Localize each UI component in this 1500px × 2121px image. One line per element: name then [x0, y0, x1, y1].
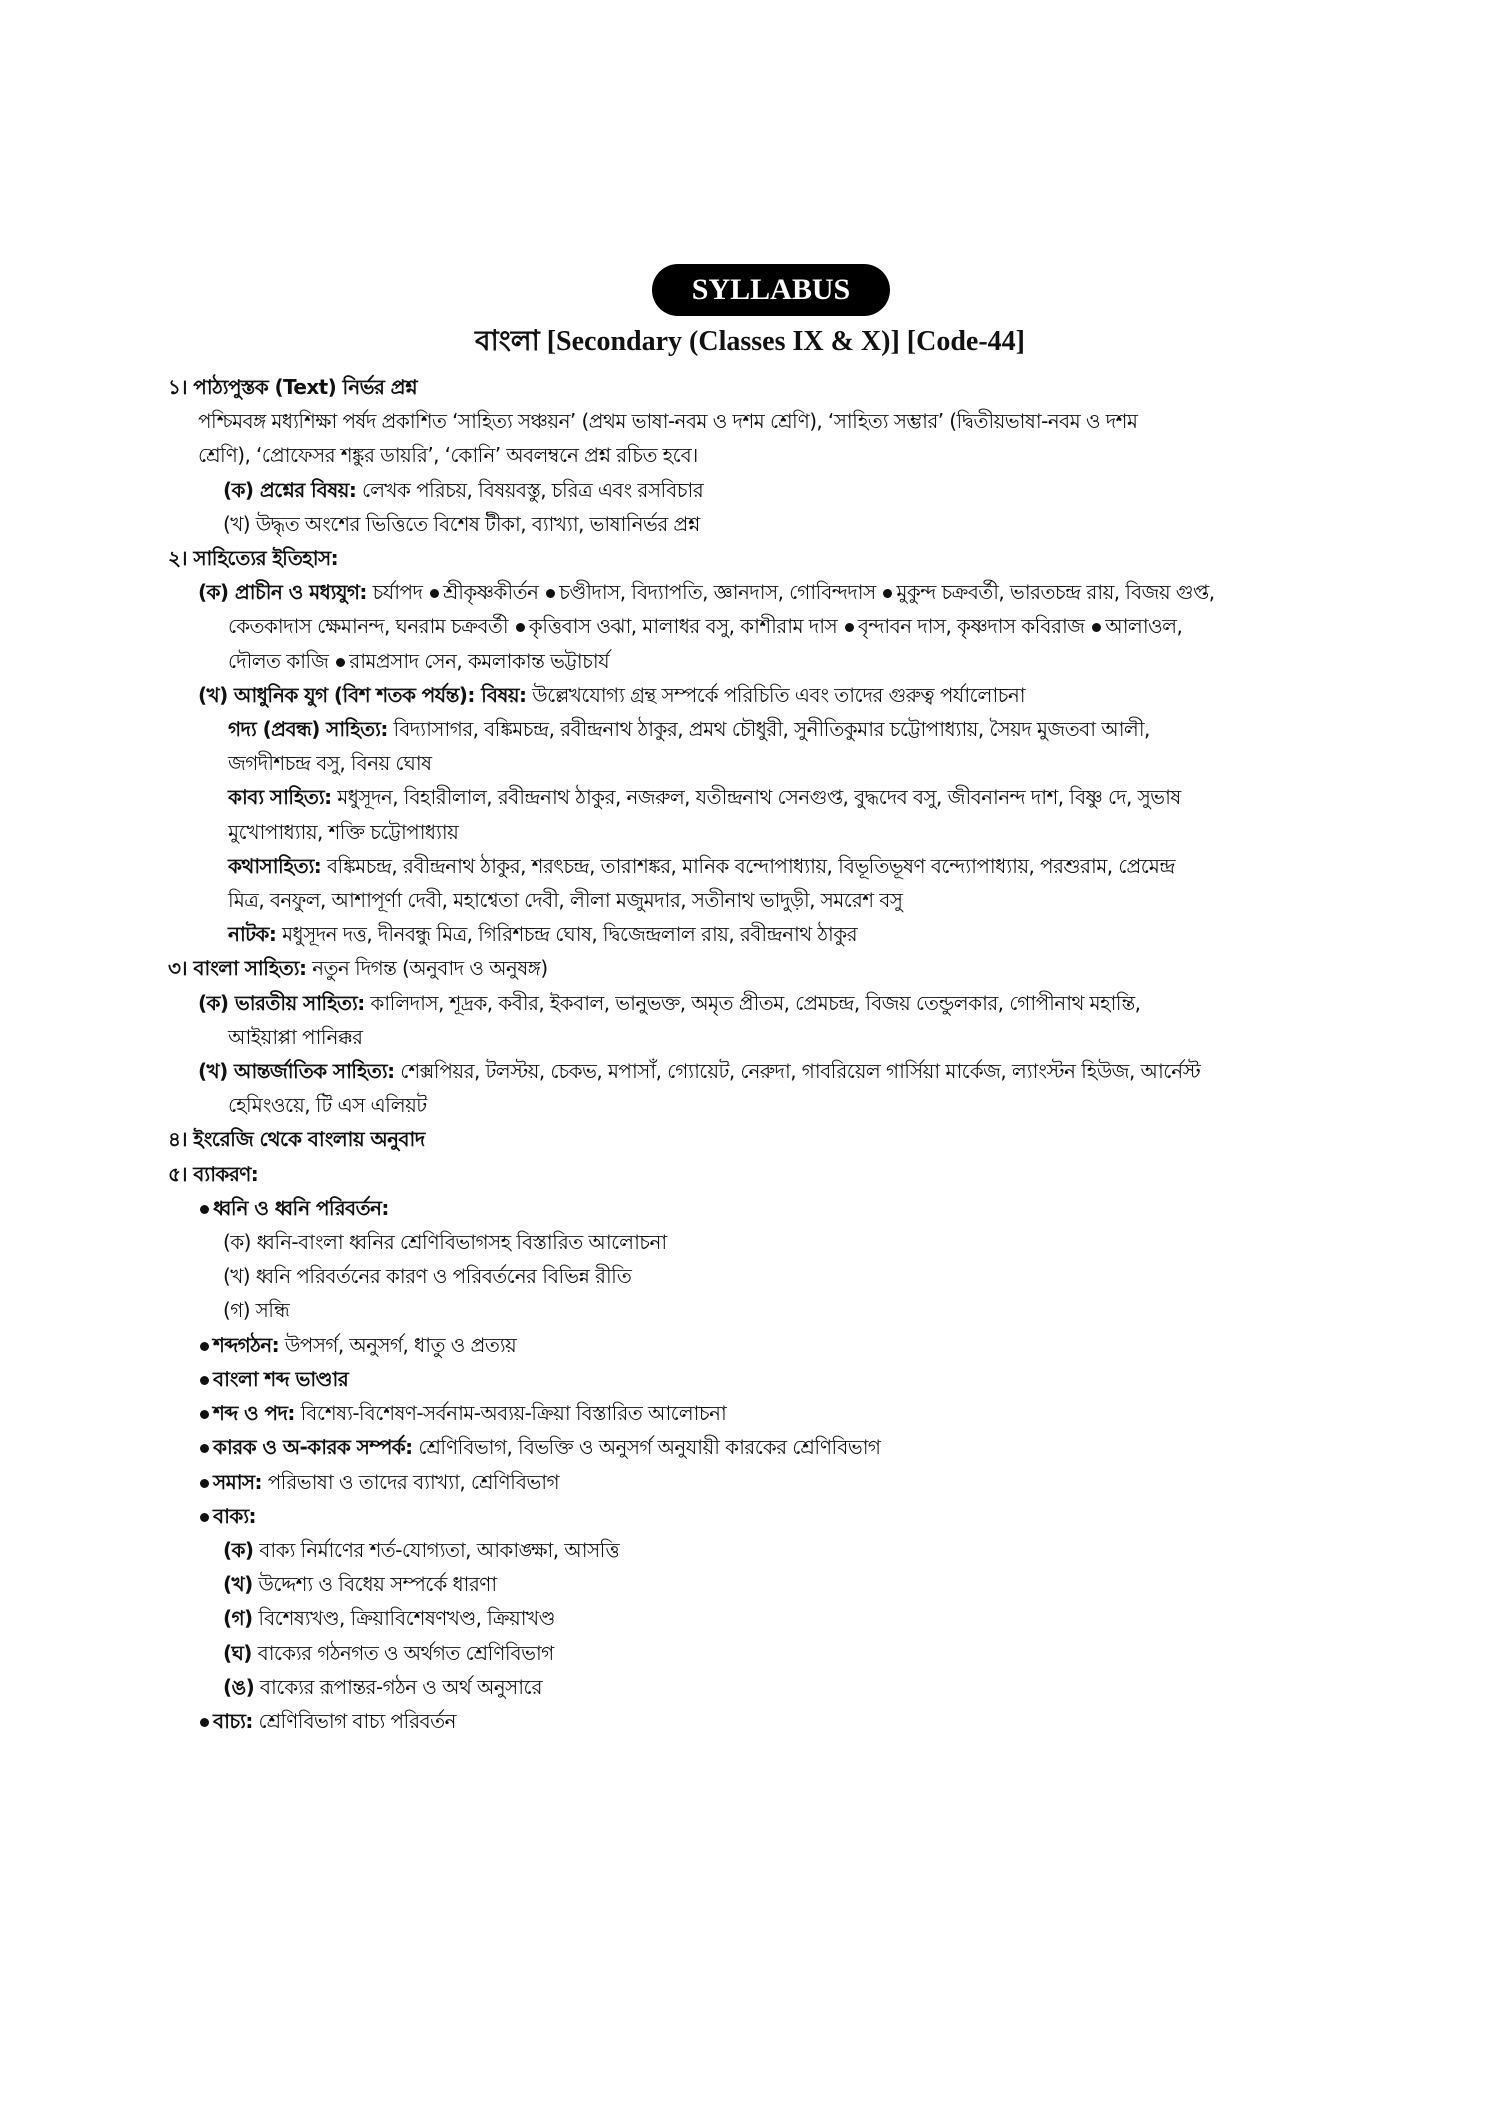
item-text: বৃন্দাবন দাস, কৃষ্ণদাস কবিরাজ [857, 614, 1091, 639]
section-1-para-line2: শ্রেণি), ‘প্রোফেসর শঙ্কুর ডায়রি’, ‘কোনি’ অবলম্বনে প্রশ্ন রচিত হবে। [198, 443, 698, 468]
section-1-item-kha: (খ) উদ্ধৃত অংশের ভিত্তিতে বিশেষ টীকা, ব্যাখ্যা, ভাষানির্ভর প্রশ্ন [223, 511, 700, 536]
item-text: মধুসূদন, বিহারীলাল, রবীন্দ্রনাথ ঠাকুর, নজরুল, যতীন্দ্রনাথ সেনগুপ্ত, বুদ্ধদেব বসু, জীবনানন্দ দাশ, বিষ্ণু দে, সুভাষ [331, 785, 1181, 810]
item-text: উপসর্গ, অনুসর্গ, ধাতু ও প্রত্যয় [279, 1332, 517, 1357]
item-text: শেক্সপিয়র, টলস্টয়, চেকভ, মপাসাঁ, গ্যোয়েট, নেরুদা, গাবরিয়েল গার্সিয়া মার্কেজ, ল্যাংস্টন হিউজ, আর্নেস্ট [394, 1059, 1201, 1084]
sentence-item [168, 1670, 1358, 1704]
bullet-icon [200, 1205, 209, 1214]
page-subtitle: বাংলা [Secondary (Classes IX & X)] [Code-44] [474, 326, 1025, 357]
item-text: শ্রেণিবিভাগ, বিভক্তি ও অনুসর্গ অনুযায়ী কারকের শ্রেণিবিভাগ [412, 1435, 881, 1460]
item-label: (ঙ) [223, 1674, 255, 1699]
item-text: রামপ্রসাদ সেন, কমলাকান্ত ভট্টাচার্য [349, 648, 610, 673]
phonetics-item: (গ) সন্ধি [223, 1298, 290, 1323]
item-text: বিদ্যাসাগর, বঙ্কিমচন্দ্র, রবীন্দ্রনাথ ঠাকুর, প্রমথ চৌধুরী, সুনীতিকুমার চট্টোপাধ্যায়, সৈয়দ মুজতবা আলী, [387, 717, 1150, 742]
vocabulary [168, 1362, 1358, 1396]
bullet-icon [200, 1513, 209, 1522]
sentence-heading [168, 1499, 1358, 1533]
section-2-item-ka-line1 [168, 575, 1358, 609]
voice [168, 1704, 1358, 1738]
fiction-line1 [168, 849, 1358, 883]
fiction-line2: মিত্র, বনফুল, আশাপূর্ণা দেবী, মহাশ্বেতা দেবী, লীলা মজুমদার, সতীনাথ ভাদুড়ী, সমরেশ বসু [228, 888, 903, 913]
item-text: বাক্য নির্মাণের শর্ত-যোগ্যতা, আকাঙ্ক্ষা, আসত্তি [253, 1537, 620, 1562]
bullet-icon [336, 658, 345, 667]
item-text: দৌলত কাজি [228, 648, 335, 673]
item-label: (ক) প্রাচীন ও মধ্যযুগ: [198, 580, 367, 605]
section-2-item-ka-line2 [168, 609, 1358, 643]
item-label: শব্দ ও পদ: [213, 1401, 295, 1426]
item-text: পরিভাষা ও তাদের ব্যাখ্যা, শ্রেণিবিভাগ [261, 1469, 559, 1494]
item-text: বাক্যের রূপান্তর-গঠন ও অর্থ অনুসারে [254, 1674, 542, 1699]
poetry-line2: মুখোপাধ্যায়, শক্তি চট্টোপাধ্যায় [228, 819, 459, 844]
item-label: সমাস: [213, 1469, 262, 1494]
bullet-icon [430, 589, 439, 598]
item-text: শ্রেণিবিভাগ বাচ্য পরিবর্তন [252, 1708, 456, 1733]
item-label: শব্দগঠন: [213, 1332, 280, 1357]
item-text: চর্যাপদ [366, 580, 429, 605]
sentence-item [168, 1601, 1358, 1635]
item-text: উদ্দেশ্য ও বিধেয় সম্পর্কে ধারণা [252, 1572, 497, 1597]
bullet-icon [845, 623, 854, 632]
item-text: বিশেষ্যখণ্ড, ক্রিয়াবিশেষণখণ্ড, ক্রিয়াখণ্ড [252, 1606, 555, 1631]
sentence-item [168, 1636, 1358, 1670]
item-text: কেতকাদাস ক্ষেমানন্দ, ঘনরাম চক্রবর্তী [228, 614, 514, 639]
section-2-item-kha [168, 678, 1358, 712]
section-text: নতুন দিগন্ত (অনুবাদ ও অনুষঙ্গ) [306, 956, 548, 981]
samas [168, 1465, 1358, 1499]
section-2-item-ka-line3 [168, 644, 1358, 678]
bullet-icon [1092, 623, 1101, 632]
section-3-item-kha-line2: হেমিংওয়ে, টি এস এলিয়ট [228, 1093, 427, 1118]
section-3-title [168, 951, 1358, 985]
bullet-icon [200, 1376, 209, 1385]
item-label: কারক ও অ-কারক সম্পর্ক: [213, 1435, 413, 1460]
section-3-item-ka-line2: আইয়াপ্পা পানিক্কর [228, 1024, 363, 1049]
item-text: বিশেষ্য-বিশেষণ-সর্বনাম-অব্যয়-ক্রিয়া বিস্তারিত আলোচনা [294, 1401, 727, 1426]
section-4-title: ৪। ইংরেজি থেকে বাংলায় অনুবাদ [168, 1127, 425, 1152]
item-label: (ক) ভারতীয় সাহিত্য: [198, 990, 365, 1015]
item-label: কথাসাহিত্য: [228, 853, 322, 878]
bullet-icon [883, 589, 892, 598]
bullet-icon [546, 589, 555, 598]
item-label: কাব্য সাহিত্য: [228, 785, 332, 810]
item-label: (খ) আন্তর্জাতিক সাহিত্য: [198, 1059, 395, 1084]
item-label: নাটক: [228, 922, 277, 947]
item-label: বাক্য: [213, 1503, 256, 1528]
item-text: আলাওল, [1105, 614, 1183, 639]
sentence-item [168, 1533, 1358, 1567]
section-1-item-ka [168, 473, 1358, 507]
prose-line2: জগদীশচন্দ্র বসু, বিনয় ঘোষ [228, 751, 432, 776]
item-text: মধুসূদন দত্ত, দীনবন্ধু মিত্র, গিরিশচন্দ্র ঘোষ, দ্বিজেন্দ্রলাল রায়, রবীন্দ্রনাথ ঠাকুর [276, 922, 858, 947]
prose-line1 [168, 712, 1358, 746]
section-label: ৩। বাংলা সাহিত্য: [168, 956, 307, 981]
item-text: উল্লেখযোগ্য গ্রন্থ সম্পর্কে পরিচিতি এবং তাদের গুরুত্ব পর্যালোচনা [526, 682, 1025, 707]
item-label: (ক) প্রশ্নের বিষয়: [223, 477, 357, 502]
item-label: (খ) আধুনিক যুগ (বিশ শতক পর্যন্ত): বিষয়: [198, 682, 527, 707]
item-label: বাচ্য: [213, 1708, 253, 1733]
item-label: (খ) [223, 1572, 253, 1597]
word-formation [168, 1328, 1358, 1362]
bullet-icon [200, 1718, 209, 1727]
karak [168, 1430, 1358, 1464]
section-5-title: ৫। ব্যাকরণ: [168, 1161, 259, 1186]
bullet-icon [200, 1479, 209, 1488]
bullet-icon [200, 1342, 209, 1351]
section-3-item-ka-line1 [168, 986, 1358, 1020]
item-text: কৃত্তিবাস ওঝা, মালাধর বসু, কাশীরাম দাস [528, 614, 843, 639]
sentence-item [168, 1567, 1358, 1601]
section-3-item-kha-line1 [168, 1054, 1358, 1088]
item-label: (গ) [223, 1606, 253, 1631]
parts-of-speech [168, 1396, 1358, 1430]
item-label: গদ্য (প্রবন্ধ) সাহিত্য: [228, 717, 388, 742]
section-1-title: ১। পাঠ্যপুস্তক (Text) নির্ভর প্রশ্ন [168, 375, 417, 399]
item-label: বাংলা শব্দ ভাণ্ডার [213, 1366, 349, 1391]
item-label: ধ্বনি ও ধ্বনি পরিবর্তন: [213, 1195, 389, 1220]
bullet-icon [516, 623, 525, 632]
item-text: লেখক পরিচয়, বিষয়বস্তু, চরিত্র এবং রসবিচার [356, 477, 704, 502]
item-text: মুকুন্দ চক্রবর্তী, ভারতচন্দ্র রায়, বিজয় গুপ্ত, [896, 580, 1215, 605]
phonetics-heading [168, 1191, 1358, 1225]
item-text: বাক্যের গঠনগত ও অর্থগত শ্রেণিবিভাগ [251, 1640, 554, 1665]
bullet-icon [200, 1444, 209, 1453]
item-text: বঙ্কিমচন্দ্র, রবীন্দ্রনাথ ঠাকুর, শরৎচন্দ্র, তারাশঙ্কর, মানিক বন্দোপাধ্যায়, বিভূতিভূষণ বন্দ্যোপাধ্যায়, পরশুরাম, প্রেমেন্দ্র [321, 853, 1175, 878]
item-label: (ঘ) [223, 1640, 252, 1665]
syllabus-badge: SYLLABUS [652, 264, 890, 316]
syllabus-content [168, 370, 1358, 1738]
phonetics-item: (খ) ধ্বনি পরিবর্তনের কারণ ও পরিবর্তনের বিভিন্ন রীতি [223, 1264, 632, 1289]
item-text: কালিদাস, শূদ্রক, কবীর, ইকবাল, ভানুভক্ত, অমৃত প্রীতম, প্রেমচন্দ্র, বিজয় তেন্ডুলকার, গোপীনাথ মহান্তি, [364, 990, 1141, 1015]
item-text: চণ্ডীদাস, বিদ্যাপতি, জ্ঞানদাস, গোবিন্দদাস [559, 580, 882, 605]
poetry-line1 [168, 780, 1358, 814]
bullet-icon [200, 1410, 209, 1419]
item-label: (ক) [223, 1537, 254, 1562]
section-2-title: ২। সাহিত্যের ইতিহাস: [168, 546, 339, 571]
section-1-para-line1: পশ্চিমবঙ্গ মধ্যশিক্ষা পর্ষদ প্রকাশিত ‘সাহিত্য সঞ্চয়ন’ (প্রথম ভাষা-নবম ও দশম শ্রেণি), ‘সাহিত্য সম্ভার’ (দ্বিতীয়ভাষা-নবম ও দশম [198, 409, 1138, 434]
item-text: শ্রীকৃষ্ণকীর্তন [443, 580, 545, 605]
drama-line [168, 917, 1358, 951]
phonetics-item: (ক) ধ্বনি-বাংলা ধ্বনির শ্রেণিবিভাগসহ বিস্তারিত আলোচনা [223, 1230, 667, 1255]
